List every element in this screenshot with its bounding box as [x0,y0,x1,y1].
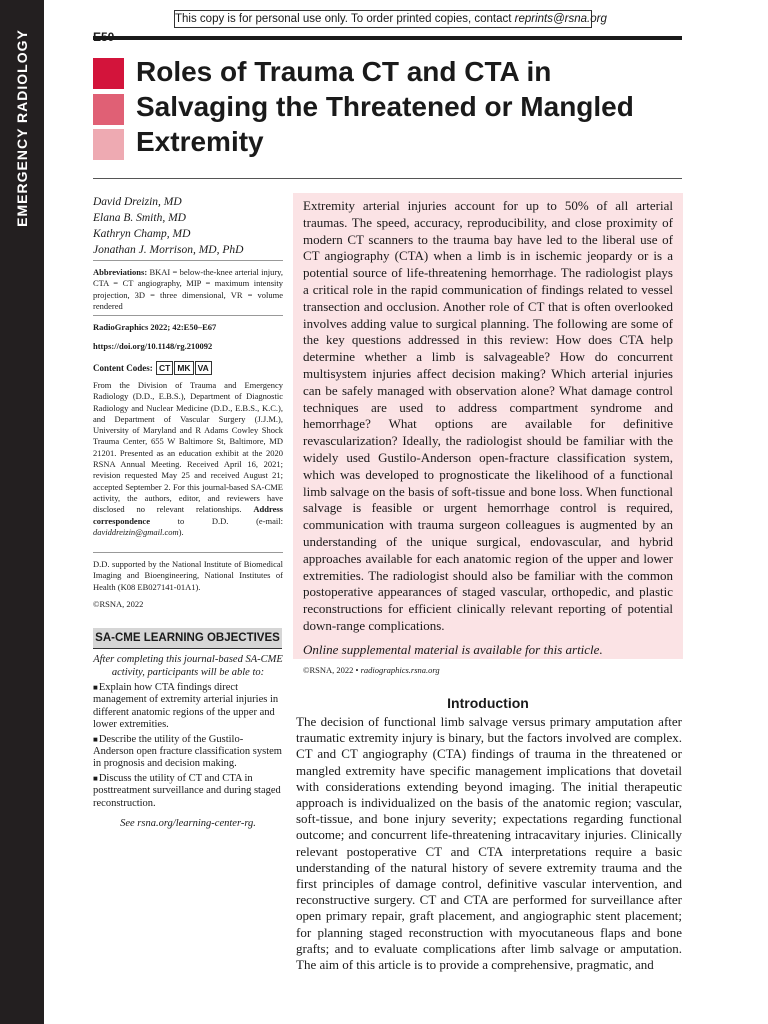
learning-center-link[interactable]: See rsna.org/learning-center-rg. [120,818,256,829]
correspondence-email[interactable]: daviddreizin@gmail.com [93,526,179,537]
bullet-icon: ■ [93,773,98,783]
abstract-box [293,193,683,675]
author: Elana B. Smith, MD [93,212,186,224]
abbreviations-text: BKAI = below-the-knee arterial injury, CTA = CT angiography, MIP = maximum intensity projection, 3D = three dimensional, VR = volume rendered [93,267,284,311]
affiliation [93,380,283,538]
affiliation-text: From the Division of Trauma and Emergency Radiology (D.D., E.B.S.), Department of Diagnostic Radiology and Nuclear Medicine (D.D., E.B.S., K.C.), and Department of Vascular Surgery (J.J.M.), University of Maryland and R Adams Cowley Shock Trauma Center, 655 W Baltimore St, Baltimore, MD 21201. Presented as an education exhibit at the 2020 RSNA Annual Meeting. Received April 16, 2021; revision requested May 25 and received August 21; accepted September 2. For this journal-based SA-CME activity, the authors, editor, and reviewers have disclosed no relevant relationships. [93,380,283,515]
abbreviations [93,267,283,312]
accent-square-light [93,129,124,160]
objective-item [93,682,283,732]
content-code-badge: CT [156,361,173,375]
abstract-copyright [303,665,673,675]
header-rule [93,36,682,40]
notice-email[interactable]: reprints@rsna.org [514,13,607,25]
objectives-header: SA-CME LEARNING OBJECTIVES [93,628,282,649]
objective-item [93,773,283,810]
accent-square-medium [93,94,124,125]
copyright-notice [174,10,607,28]
content-codes [93,361,212,375]
notice-text: This copy is for personal use only. To order printed copies, contact [175,13,515,25]
bullet-icon: ■ [93,734,98,744]
correspondence-text: to D.D. (e-mail: [149,515,283,526]
objective-item [93,734,283,771]
journal-site-link[interactable]: radiographics.rsna.org [360,664,440,675]
accent-square-dark [93,58,124,89]
meta-divider [93,315,283,316]
author-list [93,194,283,258]
section-label: EMERGENCY RADIOLOGY [14,29,30,227]
author: David Dreizin, MD [93,196,182,208]
correspondence-end: ). [178,526,184,537]
abstract-text: Extremity arterial injuries account for up to 50% of all arterial traumas. The speed, accuracy, reproducibility, and close proximity of modern CT scanners to the trauma bay have led to the liberal use of CT angiography (CTA) when a limb is in ischemic jeopardy or is a potential source of life-threatening hemorrhage. The radiologist plays a critical role in the rapid communication of findings related to vessel transection and occlusion. Another role of CT that is often overlooked involves adding value to surgical planning. The following are some of the key questions addressed in this review: How does CTA help determine whether a limb is salvageable? How do concurrent multisystem injuries affect decision making? Which arterial injuries can be safely managed with observation alone? What damage control techniques are used to address compartment syndrome and hemorrhage? What options are available for definitive revascularization? Ideally, the radiologist should be familiar with the widely used Gustilo-Anderson open-fracture classification system, which was developed to prognosticate the likelihood of a functional limb salvage on the basis of soft-tissue and bone loss. When functional salvage is feasible or urgent hemorrhage control is required, communication with trauma surgeon colleagues is augmented by an understanding of the unique surgical, endovascular, and hybrid approaches available for each anatomic region of the upper and lower extremities. The radiologist should also be familiar with the common postoperative appearances of staged vascular, orthopedic, and plastic reconstructions for efficient clinically relevant reporting of potential down-range complications. [303,198,673,633]
introduction-body: The decision of functional limb salvage versus primary amputation after traumatic extremity injury is binary, but the factors involved are complex. CT and CT angiography (CTA) findings of trauma in the threatened or mangled extremity have specific management implications that dovetail with considerations extending beyond imaging. The initial therapeutic approach is individualized on the basis of the anatomic region; vascular, soft-tissue, and bone injury severity; expectations regarding functional outcome; and concurrent life-threatening intracavitary injuries. Clinically relevant postoperative CT and CTA interpretations require a basic understanding of the natural history of severe extremity trauma and the first principles of damage control, definitive vascular intervention, and reconstructive surgery. CT and CTA are performed for surveillance after open primary repair, graft placement, and angiographic stent placement; for planning staged reconstruction with myocutaneous flaps and bone grafts; and to evaluate complications after limb salvage or amputation. The aim of this article is to provide a comprehensive, pragmatic, and [296,714,682,973]
title-rule [93,178,682,179]
correspondence-label: Address correspondence [93,504,283,526]
content-codes-label: Content Codes: [93,363,153,373]
meta-divider [93,260,283,261]
objective-text: Describe the utility of the Gustilo-Anderson open fracture classification system in prognosis and decision making. [93,733,282,770]
supplemental-note: Online supplemental material is available for this article. [303,641,603,657]
content-code-badge: VA [195,361,212,375]
funding-note: D.D. supported by the National Institute of Biomedical Imaging and Bioengineering, National Institutes of Health (K08 EB027141-01A1). [93,559,283,592]
article-title: Roles of Trauma CT and CTA in Salvaging the Threatened or Mangled Extremity [136,56,634,157]
author: Jonathan J. Morrison, MD, PhD [93,244,244,256]
objectives-intro: After completing this journal-based SA-CME activity, participants will be able to: [93,654,283,678]
objectives-list [93,682,283,812]
content-code-badge: MK [174,361,193,375]
citation: RadioGraphics 2022; 42:E50–E67 [93,322,217,332]
objective-text: Discuss the utility of CT and CTA in posttreatment surveillance and during staged reconstruction. [93,772,281,809]
introduction-heading: Introduction [447,695,529,711]
bullet-icon: ■ [93,683,98,692]
section-sidebar [0,0,44,1024]
doi-link[interactable]: https://doi.org/10.1148/rg.210092 [93,341,213,351]
abstract-copyright-text: ©RSNA, 2022 • [303,664,361,675]
copyright: ©RSNA, 2022 [93,599,144,609]
meta-divider [93,552,283,553]
objective-text: Explain how CTA findings direct management of extremity arterial injuries in different anatomic regions of the upper and lower extremities. [93,682,279,731]
abbreviations-label: Abbreviations: [93,267,148,277]
author: Kathryn Champ, MD [93,228,191,240]
